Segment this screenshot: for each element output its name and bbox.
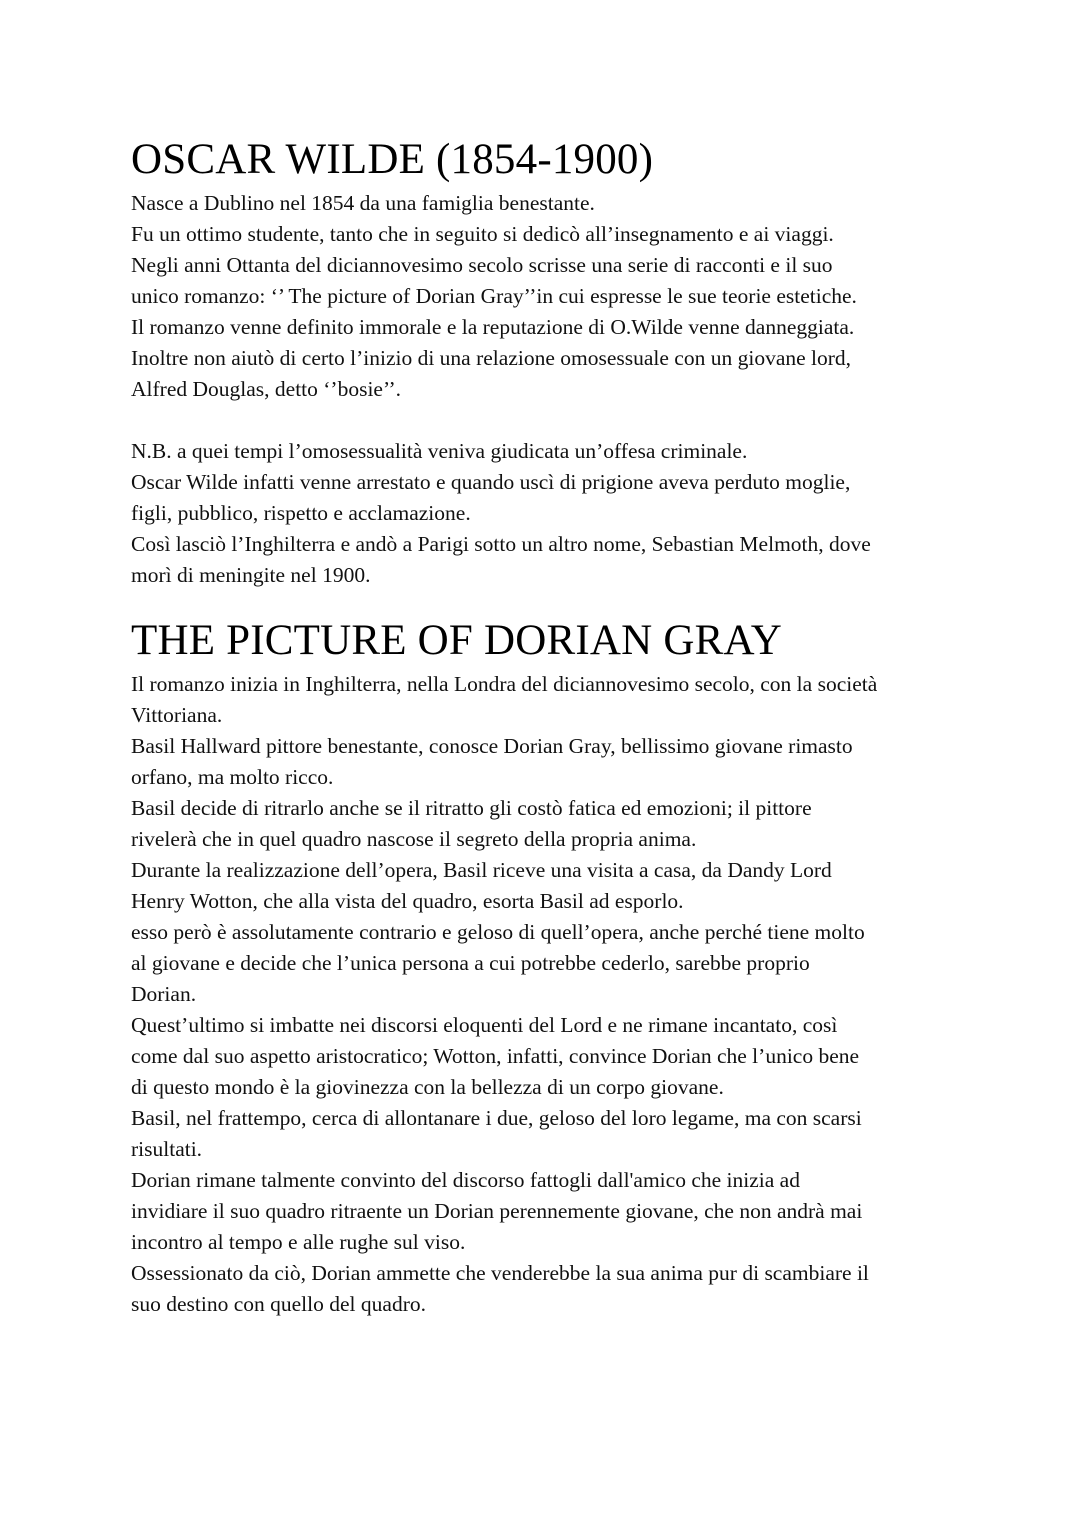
text-line: morì di meningite nel 1900. — [131, 563, 371, 587]
text-line: Il romanzo inizia in Inghilterra, nella Londra del diciannovesimo secolo, con la società — [131, 672, 878, 696]
text-line: risultati. — [131, 1137, 203, 1161]
paragraph-spacer — [131, 405, 1031, 436]
text-line: Ossessionato da ciò, Dorian ammette che venderebbe la sua anima pur di scambiare il — [131, 1261, 869, 1285]
text-line: figli, pubblico, rispetto e acclamazione. — [131, 501, 471, 525]
text-line: Inoltre non aiutò di certo l’inizio di una relazione omosessuale con un giovane lord, — [131, 346, 852, 370]
text-line: Henry Wotton, che alla vista del quadro, esorta Basil ad esporlo. — [131, 889, 684, 913]
text-line: Basil, nel frattempo, cerca di allontanare i due, geloso del loro legame, ma con scarsi — [131, 1106, 862, 1130]
document-page — [131, 136, 1031, 1320]
biography-paragraph — [131, 188, 1031, 405]
text-line: Dorian rimane talmente convinto del discorso fattogli dall'amico che inizia ad — [131, 1168, 800, 1192]
text-line: esso però è assolutamente contrario e geloso di quell’opera, anche perché tiene molto — [131, 920, 865, 944]
text-line: incontro al tempo e alle rughe sul viso. — [131, 1230, 466, 1254]
text-line: Nasce a Dublino nel 1854 da una famiglia benestante. — [131, 191, 595, 215]
text-line: N.B. a quei tempi l’omosessualità veniva giudicata un’offesa criminale. — [131, 439, 748, 463]
section-spacer — [131, 591, 1031, 617]
plot-paragraph — [131, 669, 1031, 1320]
text-line: Durante la realizzazione dell’opera, Basil riceve una visita a casa, da Dandy Lord — [131, 858, 832, 882]
text-line: Basil decide di ritrarlo anche se il ritratto gli costò fatica ed emozioni; il pittore — [131, 796, 812, 820]
text-line: Negli anni Ottanta del diciannovesimo secolo scrisse una serie di racconti e il suo — [131, 253, 833, 277]
text-line: orfano, ma molto ricco. — [131, 765, 334, 789]
text-line: di questo mondo è la giovinezza con la bellezza di un corpo giovane. — [131, 1075, 724, 1099]
text-line: Basil Hallward pittore benestante, conosce Dorian Gray, bellissimo giovane rimasto — [131, 734, 853, 758]
note-paragraph — [131, 436, 1031, 591]
text-line: Il romanzo venne definito immorale e la reputazione di O.Wilde venne danneggiata. — [131, 315, 855, 339]
text-line: unico romanzo: ‘’ The picture of Dorian Gray’’in cui espresse le sue teorie estetiche. — [131, 284, 857, 308]
text-line: Quest’ultimo si imbatte nei discorsi eloquenti del Lord e ne rimane incantato, così — [131, 1013, 838, 1037]
text-line: Oscar Wilde infatti venne arrestato e quando uscì di prigione aveva perduto moglie, — [131, 470, 851, 494]
text-line: Dorian. — [131, 982, 197, 1006]
section-title-dorian-gray: THE PICTURE OF DORIAN GRAY — [131, 617, 783, 664]
text-line: suo destino con quello del quadro. — [131, 1292, 426, 1316]
text-line: al giovane e decide che l’unica persona a cui potrebbe cederlo, sarebbe proprio — [131, 951, 810, 975]
text-line: Vittoriana. — [131, 703, 223, 727]
section-title-oscar-wilde: OSCAR WILDE (1854-1900) — [131, 136, 654, 183]
text-line: Così lasciò l’Inghilterra e andò a Parigi sotto un altro nome, Sebastian Melmoth, dove — [131, 532, 871, 556]
text-line: rivelerà che in quel quadro nascose il segreto della propria anima. — [131, 827, 697, 851]
text-line: come dal suo aspetto aristocratico; Wotton, infatti, convince Dorian che l’unico bene — [131, 1044, 860, 1068]
text-line: Fu un ottimo studente, tanto che in seguito si dedicò all’insegnamento e ai viaggi. — [131, 222, 834, 246]
text-line: invidiare il suo quadro ritraente un Dorian perennemente giovane, che non andrà mai — [131, 1199, 863, 1223]
text-line: Alfred Douglas, detto ‘’bosie’’. — [131, 377, 402, 401]
